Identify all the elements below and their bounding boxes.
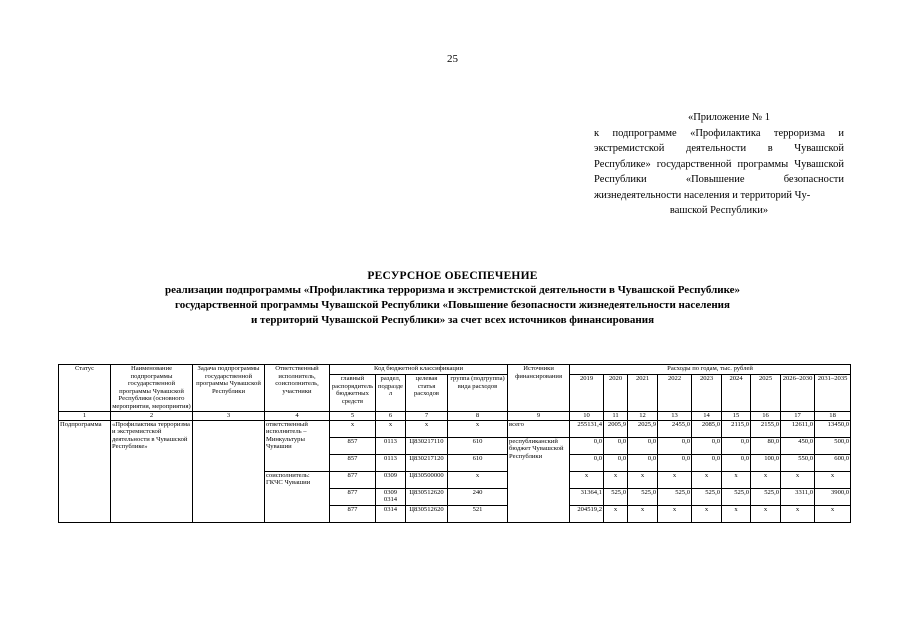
header-section: раздел, подраздел bbox=[376, 375, 406, 412]
section-cell: 0113 bbox=[376, 454, 406, 471]
co-executor-cell bbox=[265, 471, 330, 522]
column-number: 6 bbox=[376, 411, 406, 420]
value-cell: x bbox=[604, 471, 628, 488]
value-cell: 525,0 bbox=[692, 488, 722, 505]
heading-line-3: государственной программы Чувашской Республики «Повышение безопасности жизнедеятельности населения bbox=[175, 299, 730, 311]
value-cell: 0,0 bbox=[722, 454, 751, 471]
header-expenses: Расходы по годам, тыс. рублей bbox=[570, 365, 851, 375]
value-cell: 3900,0 bbox=[815, 488, 851, 505]
value-cell: 600,0 bbox=[815, 454, 851, 471]
header-name: Наименование подпрограммы государственной программы Чувашской Республики (основного мероприятия, мероприятия) bbox=[112, 365, 191, 410]
value-cell: x bbox=[570, 471, 604, 488]
section-cell: 0309 bbox=[376, 471, 406, 488]
column-number: 1 bbox=[59, 411, 111, 420]
value-cell: x bbox=[692, 505, 722, 522]
value-cell: 0,0 bbox=[604, 454, 628, 471]
value-cell: 0,0 bbox=[604, 437, 628, 454]
column-number: 16 bbox=[751, 411, 781, 420]
group-cell: 240 bbox=[448, 488, 508, 505]
header-status: Статус bbox=[59, 365, 111, 412]
co-executor-label: соисполнитель: bbox=[266, 471, 310, 479]
appendix-title: «Приложение № 1 bbox=[687, 112, 771, 123]
value-cell: 525,0 bbox=[751, 488, 781, 505]
value-cell: 2085,0 bbox=[692, 420, 722, 437]
header-year: 2026–2030 bbox=[781, 375, 815, 412]
value-cell: 450,0 bbox=[781, 437, 815, 454]
column-number: 17 bbox=[781, 411, 815, 420]
value-cell: 255131,4 bbox=[570, 420, 604, 437]
status-cell: Подпрограмма bbox=[59, 420, 111, 522]
column-number: 4 bbox=[265, 411, 330, 420]
grbs-cell: 877 bbox=[330, 505, 376, 522]
header-year: 2020 bbox=[604, 375, 628, 412]
target-cell: x bbox=[406, 420, 448, 437]
appendix-body: к подпрограмме «Профилактика терроризма и экстремистской деятельности в Чувашской Республике» государственной программы Чувашской Республики «Повышение безопасности жизнедеятельности населения и территорий Чу- bbox=[594, 127, 844, 201]
value-cell: 13450,0 bbox=[815, 420, 851, 437]
value-cell: x bbox=[628, 471, 658, 488]
task-cell bbox=[193, 420, 265, 522]
value-cell: 31364,1 bbox=[570, 488, 604, 505]
value-cell: 0,0 bbox=[722, 437, 751, 454]
column-number: 15 bbox=[722, 411, 751, 420]
value-cell: 0,0 bbox=[692, 454, 722, 471]
value-cell: x bbox=[815, 505, 851, 522]
heading-line-4: и территорий Чувашской Республики» за счет всех источников финансирования bbox=[250, 314, 655, 326]
column-number: 12 bbox=[628, 411, 658, 420]
responsible-executor-cell: ответственный исполнитель – Минкультуры Чувашии bbox=[265, 420, 330, 471]
column-numbers-row bbox=[59, 411, 851, 420]
section-cell: 0113 bbox=[376, 437, 406, 454]
value-cell: x bbox=[692, 471, 722, 488]
group-cell: x bbox=[448, 420, 508, 437]
header-budget-code: Код бюджетной классификации bbox=[330, 365, 508, 375]
value-cell: 0,0 bbox=[658, 454, 692, 471]
grbs-cell: 877 bbox=[330, 488, 376, 505]
group-cell: 521 bbox=[448, 505, 508, 522]
column-number: 3 bbox=[193, 411, 265, 420]
value-cell: 2155,0 bbox=[751, 420, 781, 437]
value-cell: 100,0 bbox=[751, 454, 781, 471]
grbs-cell: 877 bbox=[330, 471, 376, 488]
table-row bbox=[59, 420, 851, 437]
value-cell: x bbox=[722, 471, 751, 488]
value-cell: 525,0 bbox=[722, 488, 751, 505]
header-grbs: главный распорядитель бюджетных средств bbox=[330, 375, 376, 412]
value-cell: 0,0 bbox=[628, 437, 658, 454]
header-year: 2022 bbox=[658, 375, 692, 412]
section-cell: 0314 bbox=[376, 505, 406, 522]
group-cell: 610 bbox=[448, 454, 508, 471]
value-cell: 2005,9 bbox=[604, 420, 628, 437]
value-cell: 2115,0 bbox=[722, 420, 751, 437]
target-cell: Ц830217120 bbox=[406, 454, 448, 471]
co-executor-org: ГКЧС Чувашии bbox=[266, 479, 311, 487]
column-number: 11 bbox=[604, 411, 628, 420]
value-cell: 2455,0 bbox=[658, 420, 692, 437]
resource-table bbox=[58, 364, 851, 523]
value-cell: 80,0 bbox=[751, 437, 781, 454]
column-number: 9 bbox=[508, 411, 570, 420]
heading-line-2: реализации подпрограммы «Профилактика терроризма и экстремистской деятельности в Чувашской Республике» bbox=[164, 284, 741, 296]
header-year: 2023 bbox=[692, 375, 722, 412]
column-number: 10 bbox=[570, 411, 604, 420]
subprogram-name-cell: «Профилактика терроризма и экстремистской деятельности в Чувашской Республике» bbox=[111, 420, 193, 522]
column-number: 13 bbox=[658, 411, 692, 420]
value-cell: x bbox=[658, 471, 692, 488]
value-cell: x bbox=[751, 471, 781, 488]
grbs-cell: 857 bbox=[330, 454, 376, 471]
grbs-cell: x bbox=[330, 420, 376, 437]
column-number: 2 bbox=[111, 411, 193, 420]
value-cell: x bbox=[781, 471, 815, 488]
column-number: 8 bbox=[448, 411, 508, 420]
target-cell: Ц830512620 bbox=[406, 488, 448, 505]
appendix-note bbox=[594, 110, 844, 219]
document-heading bbox=[60, 269, 845, 328]
value-cell: 550,0 bbox=[781, 454, 815, 471]
header-year: 2024 bbox=[722, 375, 751, 412]
value-cell: x bbox=[722, 505, 751, 522]
header-year: 2019 bbox=[570, 375, 604, 412]
value-cell: 204519,2 bbox=[570, 505, 604, 522]
value-cell: 500,0 bbox=[815, 437, 851, 454]
group-cell: 610 bbox=[448, 437, 508, 454]
value-cell: 0,0 bbox=[570, 437, 604, 454]
heading-title: РЕСУРСНОЕ ОБЕСПЕЧЕНИЕ bbox=[367, 270, 538, 282]
source-cell: республиканский бюджет Чувашской Республики bbox=[508, 437, 570, 522]
target-cell: Ц830500000 bbox=[406, 471, 448, 488]
column-number: 7 bbox=[406, 411, 448, 420]
section-cell: 0309 0314 bbox=[376, 488, 406, 505]
value-cell: x bbox=[751, 505, 781, 522]
value-cell: 2025,9 bbox=[628, 420, 658, 437]
value-cell: 3311,0 bbox=[781, 488, 815, 505]
header-sources: Источники финансирования bbox=[508, 365, 570, 412]
target-cell: Ц830512620 bbox=[406, 505, 448, 522]
value-cell: 0,0 bbox=[628, 454, 658, 471]
value-cell: x bbox=[628, 505, 658, 522]
header-target: целевая статья расходов bbox=[406, 375, 448, 412]
value-cell: 525,0 bbox=[628, 488, 658, 505]
header-task: Задача подпрограммы государственной программы Чувашской Республики bbox=[193, 365, 265, 412]
header-year: 2025 bbox=[751, 375, 781, 412]
column-number: 18 bbox=[815, 411, 851, 420]
grbs-cell: 857 bbox=[330, 437, 376, 454]
value-cell: 525,0 bbox=[658, 488, 692, 505]
value-cell: 12611,0 bbox=[781, 420, 815, 437]
value-cell: x bbox=[815, 471, 851, 488]
value-cell: 0,0 bbox=[692, 437, 722, 454]
appendix-last-line: вашской Республики» bbox=[669, 205, 769, 216]
header-responsible: Ответственный исполнитель, соисполнитель, участники bbox=[265, 365, 330, 412]
group-cell: x bbox=[448, 471, 508, 488]
header-year: 2021 bbox=[628, 375, 658, 412]
value-cell: x bbox=[604, 505, 628, 522]
section-cell: x bbox=[376, 420, 406, 437]
value-cell: 0,0 bbox=[570, 454, 604, 471]
column-number: 5 bbox=[330, 411, 376, 420]
value-cell: x bbox=[658, 505, 692, 522]
target-cell: Ц830217110 bbox=[406, 437, 448, 454]
source-cell: всего bbox=[508, 420, 570, 437]
header-year: 2031–2035 bbox=[815, 375, 851, 412]
value-cell: 525,0 bbox=[604, 488, 628, 505]
page-number: 25 bbox=[447, 53, 458, 65]
value-cell: x bbox=[781, 505, 815, 522]
value-cell: 0,0 bbox=[658, 437, 692, 454]
header-group: группа (подгруппа) вида расходов bbox=[448, 375, 508, 412]
column-number: 14 bbox=[692, 411, 722, 420]
